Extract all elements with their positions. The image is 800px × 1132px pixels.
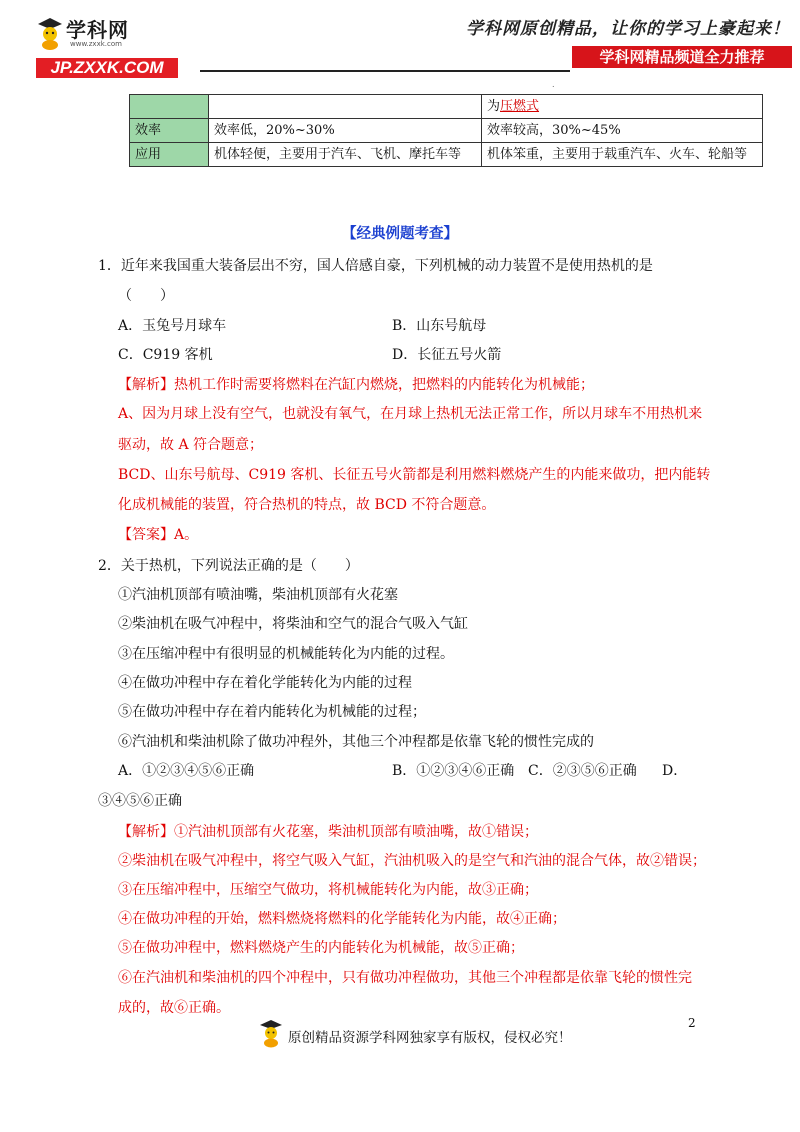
q2-analysis: 成的，故⑥正确。 (118, 1000, 230, 1016)
q1-analysis: 【解析】热机工作时需要将燃料在汽缸内燃烧，把燃料的内能转化为机械能； (118, 377, 594, 393)
table-cell-label (130, 95, 209, 119)
logo-domain-banner: JP.ZXXK.COM (36, 58, 178, 78)
q2-option-d-cont: ③④⑤⑥正确 (98, 793, 182, 809)
q1-answer: 【答案】A。 (118, 527, 199, 543)
q2-analysis: ④在做功冲程的开始，燃料燃烧将燃料的化学能转化为内能，故④正确； (118, 911, 566, 927)
q2-analysis: ⑤在做功冲程中，燃料燃烧产生的内能转化为机械能，故⑤正确； (118, 940, 524, 956)
brand-logo[interactable] (30, 10, 190, 77)
page-number: 2 (688, 1016, 696, 1030)
q1-analysis: A、因为月球上没有空气，也就没有氧气，在月球上热机无法正常工作，所以月球车不用热机来 (118, 406, 703, 422)
table-cell: 效率较高，30%~45% (482, 119, 763, 143)
q2-stem: 2．关于热机，下列说法正确的是（ ） (98, 558, 359, 574)
q2-statement: ⑥汽油机和柴油机除了做功冲程外，其他三个冲程都是依靠飞轮的惯性完成的 (118, 734, 594, 750)
highlighted-term: 压燃式 (500, 99, 540, 114)
engine-comparison-table (129, 94, 763, 167)
q2-statement: ①汽油机顶部有喷油嘴，柴油机顶部有火花塞 (118, 587, 398, 603)
mascot-icon (258, 1018, 284, 1048)
logo-url: www.zxxk.com (70, 40, 122, 48)
q2-statement: ④在做功冲程中存在着化学能转化为内能的过程 (118, 675, 412, 691)
q2-statement: ②柴油机在吸气冲程中，将柴油和空气的混合气吸入气缸 (118, 616, 468, 632)
header-tag-banner: 学科网精品频道全力推荐 (572, 46, 792, 68)
table-cell: 效率低，20%~30% (209, 119, 482, 143)
q2-analysis: ②柴油机在吸气冲程中，将空气吸入气缸，汽油机吸入的是空气和汽油的混合气体，故②错误； (118, 853, 706, 869)
copyright-notice: 原创精品资源学科网独家享有版权，侵权必究！ (288, 1030, 572, 1046)
mascot-icon (36, 16, 64, 50)
table-cell-label: 效率 (130, 119, 209, 143)
q1-paren: （ ） (118, 288, 174, 304)
q1-analysis: 化成机械能的装置，符合热机的特点，故 BCD 不符合题意。 (118, 497, 496, 513)
q2-analysis: 【解析】①汽油机顶部有火花塞，柴油机顶部有喷油嘴，故①错误； (118, 824, 538, 840)
q2-analysis: ⑥在汽油机和柴油机的四个冲程中，只有做功冲程做功，其他三个冲程都是依靠飞轮的惯性完 (118, 970, 692, 986)
table-cell: 机体轻便，主要用于汽车、飞机、摩托车等 (209, 143, 482, 167)
section-title: 【经典例题考查】 (342, 225, 458, 242)
table-cell-label: 应用 (130, 143, 209, 167)
q1-analysis: BCD、山东号航母、C919 客机、长征五号火箭都是利用燃料燃烧产生的内能来做功，把内能转 (118, 467, 711, 483)
header-divider (200, 70, 570, 72)
q1-analysis: 驱动，故 A 符合题意； (118, 437, 264, 453)
table-cell: 机体笨重，主要用于载重汽车、火车、轮船等 (482, 143, 763, 167)
q1-option-d: D．长征五号火箭 (392, 347, 502, 363)
q2-analysis: ③在压缩冲程中，压缩空气做功，将机械能转化为内能，故③正确； (118, 882, 538, 898)
cell-text: 为 (487, 99, 501, 114)
q2-option-d: D． (662, 763, 688, 779)
q1-stem: 1．近年来我国重大装备层出不穷，国人倍感自豪，下列机械的动力装置不是使用热机的是 (98, 258, 653, 274)
q2-statement: ⑤在做功冲程中存在着内能转化为机械能的过程； (118, 704, 426, 720)
q1-option-b: B．山东号航母 (392, 318, 487, 334)
q1-option-c: C．C919 客机 (118, 347, 213, 363)
q1-option-a: A．玉兔号月球车 (118, 318, 227, 334)
table-cell (482, 95, 763, 119)
q2-option-c: C．②③⑤⑥正确 (528, 763, 637, 779)
header-dot: . (552, 80, 555, 89)
table-row (130, 119, 763, 143)
q2-option-b: B．①②③④⑥正确 (392, 763, 515, 779)
q2-option-a: A．①②③④⑤⑥正确 (118, 763, 255, 779)
table-row (130, 95, 763, 119)
table-cell (209, 95, 482, 119)
header-slogan: 学科网原创精品，让你的学习上豪起来！ (466, 19, 790, 39)
q2-statement: ③在压缩冲程中有很明显的机械能转化为内能的过程。 (118, 646, 454, 662)
page-header (0, 0, 800, 89)
logo-text: 学科网 (66, 18, 129, 42)
table-row (130, 143, 763, 167)
